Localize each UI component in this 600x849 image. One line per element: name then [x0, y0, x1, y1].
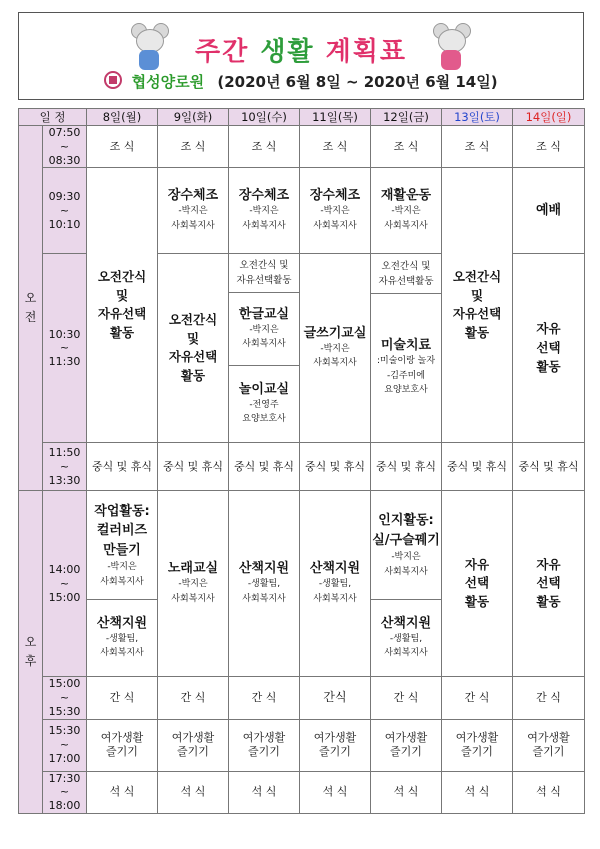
- activity-cell: 글쓰기교실 -박지은 사회복지사: [300, 254, 371, 443]
- activity-cell: 장수체조 -박지은 사회복지사: [300, 168, 371, 254]
- leisure-cell: 여가생활 즐기기: [87, 719, 158, 771]
- activity-cell: 오전간식 및 자유선택 활동: [442, 168, 513, 443]
- snack-cell: 간 식: [229, 677, 300, 719]
- activity-cell: 노래교실 -박지은 사회복지사: [158, 491, 229, 677]
- schedule-page: [18, 12, 584, 844]
- header-day-sun: 14일(일): [513, 109, 585, 126]
- title-box: [18, 12, 584, 100]
- leisure-cell: 여가생활 즐기기: [300, 719, 371, 771]
- breakfast-cell: 조 식: [513, 126, 585, 168]
- dinner-cell: 석 식: [229, 771, 300, 813]
- snack-cell: 간 식: [158, 677, 229, 719]
- activity-cell: 오전간식 및 자유선택활동 미술치료 :미술이랑 놀자 -김주미에 요양보호사: [371, 254, 442, 443]
- leisure-cell: 여가생활 즐기기: [371, 719, 442, 771]
- schedule-table: [18, 108, 585, 814]
- lunch-cell: 중식 및 휴식: [87, 443, 158, 491]
- dinner-cell: 석 식: [300, 771, 371, 813]
- snack-cell: 간 식: [513, 677, 585, 719]
- header-day-thu: 11일(목): [300, 109, 371, 126]
- mouse-mascot-right-icon: [433, 23, 469, 71]
- leisure-cell: 여가생활 즐기기: [229, 719, 300, 771]
- activity-cell: 인지활동: 실/구슬꿰기 -박지은 사회복지사 산책지원 -생활팀, 사회복지사: [371, 491, 442, 677]
- snack-cell: 간 식: [442, 677, 513, 719]
- lunch-cell: 중식 및 휴식: [442, 443, 513, 491]
- breakfast-cell: 조 식: [371, 126, 442, 168]
- lunch-cell: 중식 및 휴식: [300, 443, 371, 491]
- breakfast-cell: 조 식: [229, 126, 300, 168]
- lunch-cell: 중식 및 휴식: [229, 443, 300, 491]
- header-day-sat: 13일(토): [442, 109, 513, 126]
- home-logo-icon: [104, 71, 122, 89]
- header-day-fri: 12일(금): [371, 109, 442, 126]
- snack-cell: 간 식: [87, 677, 158, 719]
- time-cell: 15:30 ~ 17:00: [43, 719, 87, 771]
- activity-cell: 오전간식 및 자유선택 활동: [158, 254, 229, 443]
- leisure-cell: 여가생활 즐기기: [442, 719, 513, 771]
- lunch-cell: 중식 및 휴식: [371, 443, 442, 491]
- activity-cell: 산책지원 -생활팀, 사회복지사: [229, 491, 300, 677]
- org-name: 협성양로원: [131, 73, 205, 91]
- activity-cell: 장수체조 -박지은 사회복지사: [229, 168, 300, 254]
- lunch-cell: 중식 및 휴식: [158, 443, 229, 491]
- activity-cell: 자유 선택 활동: [513, 254, 585, 443]
- activity-cell: 오전간식 및 자유선택 활동: [87, 168, 158, 443]
- date-range: (2020년 6월 8일 ~ 2020년 6월 14일): [217, 73, 498, 91]
- snack-cell: 간 식: [371, 677, 442, 719]
- breakfast-cell: 조 식: [300, 126, 371, 168]
- subtitle: [19, 71, 583, 92]
- time-cell: 09:30 ~ 10:10: [43, 168, 87, 254]
- snack-cell: 간식: [300, 677, 371, 719]
- dinner-cell: 석 식: [87, 771, 158, 813]
- time-cell: 14:00 ~ 15:00: [43, 491, 87, 677]
- activity-cell: 작업활동: 컬러비즈 만들기 -박지은 사회복지사 산책지원 -생활팀, 사회복지사: [87, 491, 158, 677]
- breakfast-cell: 조 식: [87, 126, 158, 168]
- lunch-cell: 중식 및 휴식: [513, 443, 585, 491]
- page-title: 주간 생활 계획표: [195, 37, 407, 67]
- activity-cell: 장수체조 -박지은 사회복지사: [158, 168, 229, 254]
- header-day-mon: 8일(월): [87, 109, 158, 126]
- leisure-cell: 여가생활 즐기기: [513, 719, 585, 771]
- activity-cell: 자유 선택 활동: [513, 491, 585, 677]
- activity-cell: 오전간식 및 자유선택활동 한글교실 -박지은 사회복지사 놀이교실 -전영주 요양보호사: [229, 254, 300, 443]
- leisure-cell: 여가생활 즐기기: [158, 719, 229, 771]
- dinner-cell: 석 식: [371, 771, 442, 813]
- dinner-cell: 석 식: [442, 771, 513, 813]
- activity-cell: 재활운동 -박지은 사회복지사: [371, 168, 442, 254]
- activity-cell: 예배: [513, 168, 585, 254]
- activity-cell: 자유 선택 활동: [442, 491, 513, 677]
- dinner-cell: 석 식: [513, 771, 585, 813]
- header-schedule: 일 정: [19, 109, 87, 126]
- header-day-tue: 9일(화): [158, 109, 229, 126]
- breakfast-cell: 조 식: [158, 126, 229, 168]
- time-cell: 10:30 ~ 11:30: [43, 254, 87, 443]
- activity-cell: 산책지원 -생활팀, 사회복지사: [300, 491, 371, 677]
- time-cell: 15:00 ~ 15:30: [43, 677, 87, 719]
- time-cell: 11:50 ~ 13:30: [43, 443, 87, 491]
- pm-label: 오 후: [19, 491, 43, 814]
- am-label: 오 전: [19, 126, 43, 491]
- time-cell: 07:50 ~ 08:30: [43, 126, 87, 168]
- dinner-cell: 석 식: [158, 771, 229, 813]
- breakfast-cell: 조 식: [442, 126, 513, 168]
- time-cell: 17:30 ~ 18:00: [43, 771, 87, 813]
- header-day-wed: 10일(수): [229, 109, 300, 126]
